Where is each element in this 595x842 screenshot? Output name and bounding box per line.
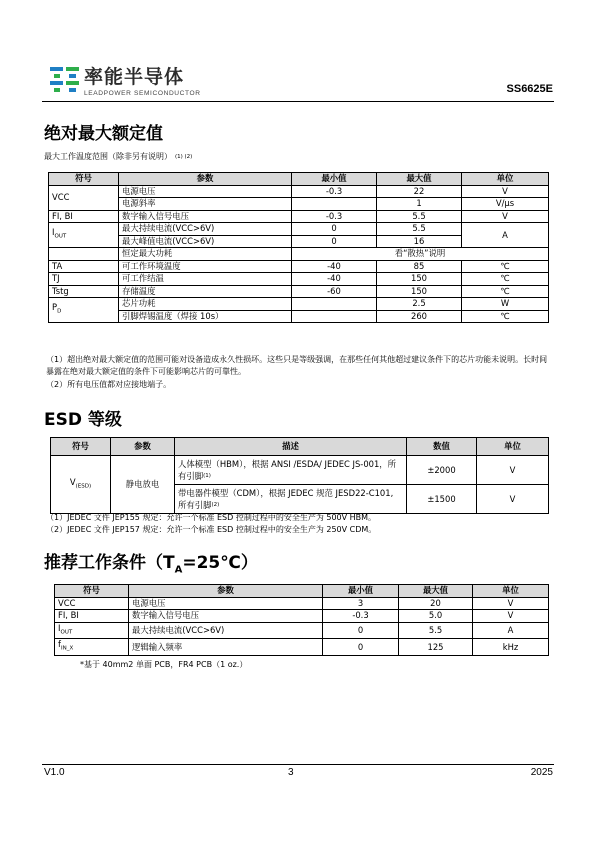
table-row: [49, 273, 549, 286]
min-cell: 0: [292, 235, 377, 248]
table-row: [49, 298, 549, 311]
footer-page-number: 3: [288, 767, 294, 778]
table-row: [49, 260, 549, 273]
param-cell: 最大峰值电流(VCC>6V): [119, 235, 292, 248]
unit-cell: ℃: [462, 273, 549, 286]
abs-max-note-2: （2）所有电压值都对应接地端子。: [46, 380, 172, 389]
min-cell: -0.3: [292, 185, 377, 198]
param-cell: 恒定最大功耗: [119, 248, 292, 261]
esd-note-2: （2）JEDEC 文件 JEP157 规定：允许一个标准 ESD 控制过程中的安全生产为 250V CDM。: [46, 525, 377, 534]
value-cell: ±1500: [407, 485, 477, 514]
min-cell: [292, 198, 377, 211]
header-cell: 最小值: [323, 585, 399, 598]
esd-title: ESD 等级: [44, 410, 122, 430]
part-number: SS6625E: [506, 83, 553, 95]
unit-cell: V: [473, 610, 549, 623]
unit-cell: W: [462, 298, 549, 311]
max-cell: 260: [377, 310, 462, 323]
unit-cell: A: [473, 622, 549, 639]
max-cell: 150: [377, 273, 462, 286]
abs-max-subtitle: 最大工作温度范围（除非另有说明） $^{(1) (2)}$: [44, 152, 193, 161]
abs-max-note-1: （1）超出绝对最大额定值的范围可能对设备造成永久性损坏。这些只是等级强调，在那些任何其他超过建议条件下的芯片功能未说明。长时间暴露在绝对最大额定值的条件下可能影响芯片的可靠性。: [46, 355, 548, 376]
param-cell: 电源电压: [129, 597, 323, 610]
max-cell: 16: [377, 235, 462, 248]
max-cell: 20: [399, 597, 473, 610]
unit-cell: V: [477, 456, 549, 485]
table-row: [49, 223, 549, 236]
header-cell: 最大值: [377, 173, 462, 186]
symbol-cell: $I_{OUT}$: [55, 622, 129, 639]
min-cell: -40: [292, 260, 377, 273]
abs-max-title: 绝对最大额定值: [44, 124, 163, 144]
header-cell: 参数: [129, 585, 323, 598]
table-header-row: [55, 585, 549, 598]
unit-cell: V: [462, 185, 549, 198]
max-cell: 125: [399, 639, 473, 656]
param-cell: 最大持续电流(VCC>6V): [119, 223, 292, 236]
header-cell: 单位: [473, 585, 549, 598]
header-cell: 符号: [51, 438, 111, 456]
unit-cell: kHz: [473, 639, 549, 656]
symbol-cell: FI, BI: [49, 210, 119, 223]
min-cell: 0: [323, 639, 399, 656]
header-cell: 符号: [55, 585, 129, 598]
header-cell: 最大值: [399, 585, 473, 598]
min-cell: [292, 298, 377, 311]
symbol-cell: VCC: [55, 597, 129, 610]
max-cell: 5.0: [399, 610, 473, 623]
header-cell: 最小值: [292, 173, 377, 186]
min-cell: [292, 310, 377, 323]
table-row: [55, 622, 549, 639]
max-cell: 22: [377, 185, 462, 198]
symbol-cell: FI, BI: [55, 610, 129, 623]
min-cell: -0.3: [323, 610, 399, 623]
logo-english-name: LEADPOWER SEMICONDUCTOR: [84, 90, 201, 97]
desc-cell: 人体模型（HBM），根据 ANSI /ESDA/ JEDEC JS-001，所有引脚$^{(1)}$: [175, 456, 407, 485]
symbol-cell: $V_{(ESD)}$: [51, 456, 111, 514]
symbol-cell: $I_{OUT}$: [49, 223, 119, 248]
header-cell: 描述: [175, 438, 407, 456]
table-row: [49, 185, 549, 198]
max-cell: 5.5: [377, 210, 462, 223]
value-cell: ±2000: [407, 456, 477, 485]
table-row: [55, 639, 549, 656]
unit-cell: ℃: [462, 285, 549, 298]
esd-note-1: （1）JEDEC 文件 JEP155 规定：允许一个标准 ESD 控制过程中的安全生产为 500V HBM。: [46, 513, 377, 522]
header-cell: 单位: [477, 438, 549, 456]
param-cell: 电源电压: [119, 185, 292, 198]
min-cell: -60: [292, 285, 377, 298]
param-cell: 可工作结温: [119, 273, 292, 286]
unit-cell: ℃: [462, 310, 549, 323]
desc-cell: 带电器件模型（CDM），根据 JEDEC 规范 JESD22-C101, 所有引脚$^{(2)}$: [175, 485, 407, 514]
unit-cell: V/μs: [462, 198, 549, 211]
symbol-cell: Tstg: [49, 285, 119, 298]
header-cell: 数值: [407, 438, 477, 456]
unit-cell: V: [477, 485, 549, 514]
param-cell: 存储温度: [119, 285, 292, 298]
table-row: [49, 285, 549, 298]
header-cell: 单位: [462, 173, 549, 186]
param-cell: 数字输入信号电压: [119, 210, 292, 223]
logo-chinese-name: 率能半导体: [84, 66, 185, 88]
param-cell: 引脚焊锡温度（焊接 10s）: [119, 310, 292, 323]
param-cell: 数字输入信号电压: [129, 610, 323, 623]
unit-cell: A: [462, 223, 549, 248]
table-row: [51, 456, 549, 485]
param-cell: 最大持续电流(VCC>6V): [129, 622, 323, 639]
min-cell: 3: [323, 597, 399, 610]
abs-max-table: [48, 172, 549, 323]
param-cell: 芯片功耗: [119, 298, 292, 311]
unit-cell: V: [462, 210, 549, 223]
max-cell: 5.5: [399, 622, 473, 639]
max-cell: 5.5: [377, 223, 462, 236]
min-cell: -40: [292, 273, 377, 286]
min-cell: -0.3: [292, 210, 377, 223]
table-row: [49, 210, 549, 223]
param-cell: 逻辑输入频率: [129, 639, 323, 656]
footer-year: 2025: [530, 767, 553, 778]
max-cell: 1: [377, 198, 462, 211]
param-cell: 静电放电: [111, 456, 175, 514]
table-header-row: [49, 173, 549, 186]
min-cell: 0: [323, 622, 399, 639]
max-cell: 150: [377, 285, 462, 298]
table-row: [55, 610, 549, 623]
table-row: [55, 597, 549, 610]
symbol-cell: [49, 248, 119, 261]
unit-cell: V: [473, 597, 549, 610]
company-logo-icon: [50, 66, 80, 96]
header-divider: [42, 101, 554, 102]
rec-table: [54, 584, 549, 656]
max-cell: 2.5: [377, 298, 462, 311]
esd-table: [50, 437, 549, 514]
symbol-cell: TA: [49, 260, 119, 273]
table-row: [49, 248, 549, 261]
symbol-cell: $P_D$: [49, 298, 119, 323]
footer-version: V1.0: [44, 767, 65, 778]
rec-footnote: *基于 40mm2 单面 PCB，FR4 PCB（1 oz.）: [80, 660, 248, 669]
table-row: [49, 198, 549, 211]
header-cell: 参数: [119, 173, 292, 186]
header-cell: 参数: [111, 438, 175, 456]
max-cell: 85: [377, 260, 462, 273]
symbol-cell: VCC: [49, 185, 119, 210]
param-cell: 可工作环境温度: [119, 260, 292, 273]
param-cell: 电源斜率: [119, 198, 292, 211]
symbol-cell: $f_{IN\_X}$: [55, 639, 129, 656]
rec-title: 推荐工作条件$(T_A=25℃)$: [44, 553, 258, 576]
max-cell: 看“散热”说明: [292, 248, 549, 261]
symbol-cell: TJ: [49, 273, 119, 286]
table-row: [49, 310, 549, 323]
footer-divider: [42, 764, 554, 765]
header-cell: 符号: [49, 173, 119, 186]
table-header-row: [51, 438, 549, 456]
min-cell: 0: [292, 223, 377, 236]
unit-cell: ℃: [462, 260, 549, 273]
